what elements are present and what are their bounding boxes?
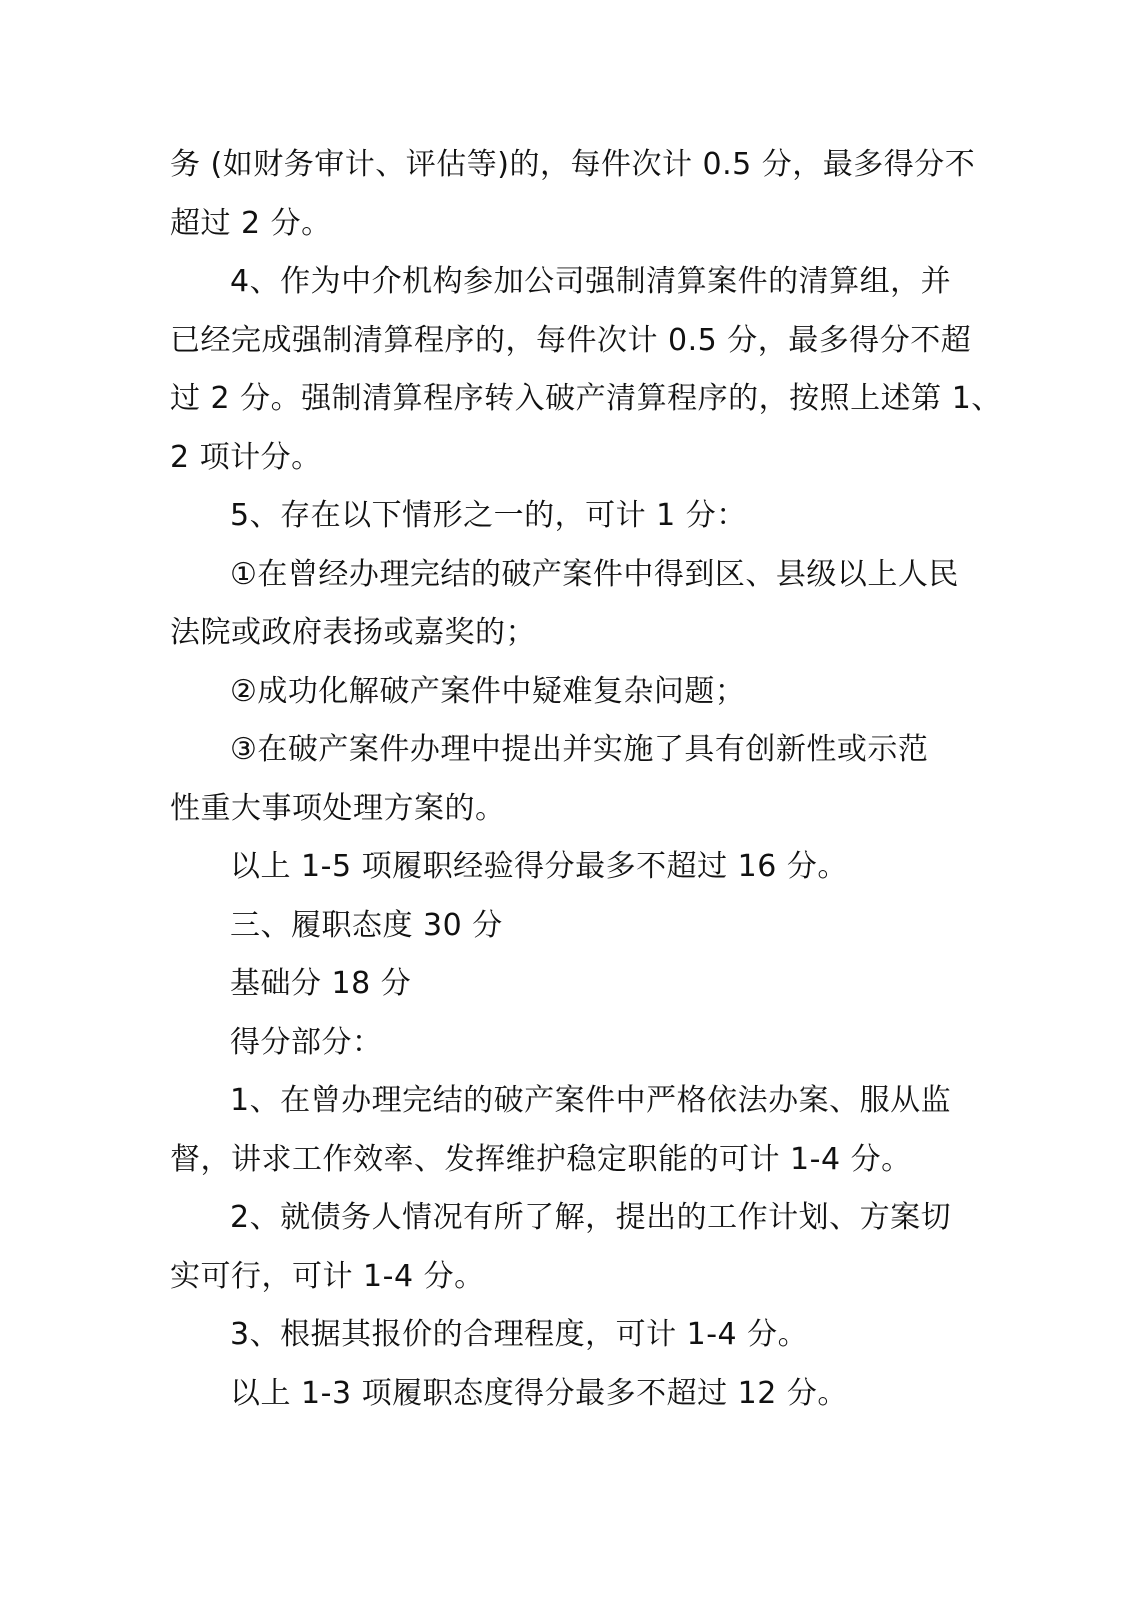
- text-line: 2 项计分。: [170, 440, 322, 475]
- text-line: 已经完成强制清算程序的，每件次计 0.5 分，最多得分不超: [170, 323, 972, 358]
- text-line: 3、根据其报价的合理程度，可计 1-4 分。: [230, 1317, 809, 1352]
- text-line: 2、就债务人情况有所了解，提出的工作计划、方案切: [230, 1200, 952, 1235]
- text-line: 实可行，可计 1-4 分。: [170, 1259, 485, 1294]
- text-line: 4、作为中介机构参加公司强制清算案件的清算组，并: [230, 264, 952, 299]
- text-line: 基础分 18 分: [230, 966, 412, 1001]
- text-line: 务 (如财务审计、评估等)的，每件次计 0.5 分，最多得分不: [170, 147, 976, 182]
- text-line: 法院或政府表扬或嘉奖的；: [170, 615, 536, 650]
- text-line: 5、存在以下情形之一的，可计 1 分：: [230, 498, 747, 533]
- text-line: ③在破产案件办理中提出并实施了具有创新性或示范: [230, 732, 929, 767]
- text-line: 以上 1-3 项履职态度得分最多不超过 12 分。: [230, 1376, 848, 1411]
- text-line: 以上 1-5 项履职经验得分最多不超过 16 分。: [230, 849, 848, 884]
- text-line: 1、在曾办理完结的破产案件中严格依法办案、服从监: [230, 1083, 952, 1118]
- text-line: ①在曾经办理完结的破产案件中得到区、县级以上人民: [230, 557, 959, 592]
- text-line: 性重大事项处理方案的。: [170, 791, 506, 826]
- text-line: ②成功化解破产案件中疑难复杂问题；: [230, 674, 746, 709]
- text-line: 过 2 分。强制清算程序转入破产清算程序的，按照上述第 1、: [170, 381, 1002, 416]
- text-line: 督，讲求工作效率、发挥维护稳定职能的可计 1-4 分。: [170, 1142, 912, 1177]
- text-line: 三、履职态度 30 分: [230, 908, 503, 943]
- text-line: 得分部分：: [230, 1025, 383, 1060]
- text-line: 超过 2 分。: [170, 206, 332, 241]
